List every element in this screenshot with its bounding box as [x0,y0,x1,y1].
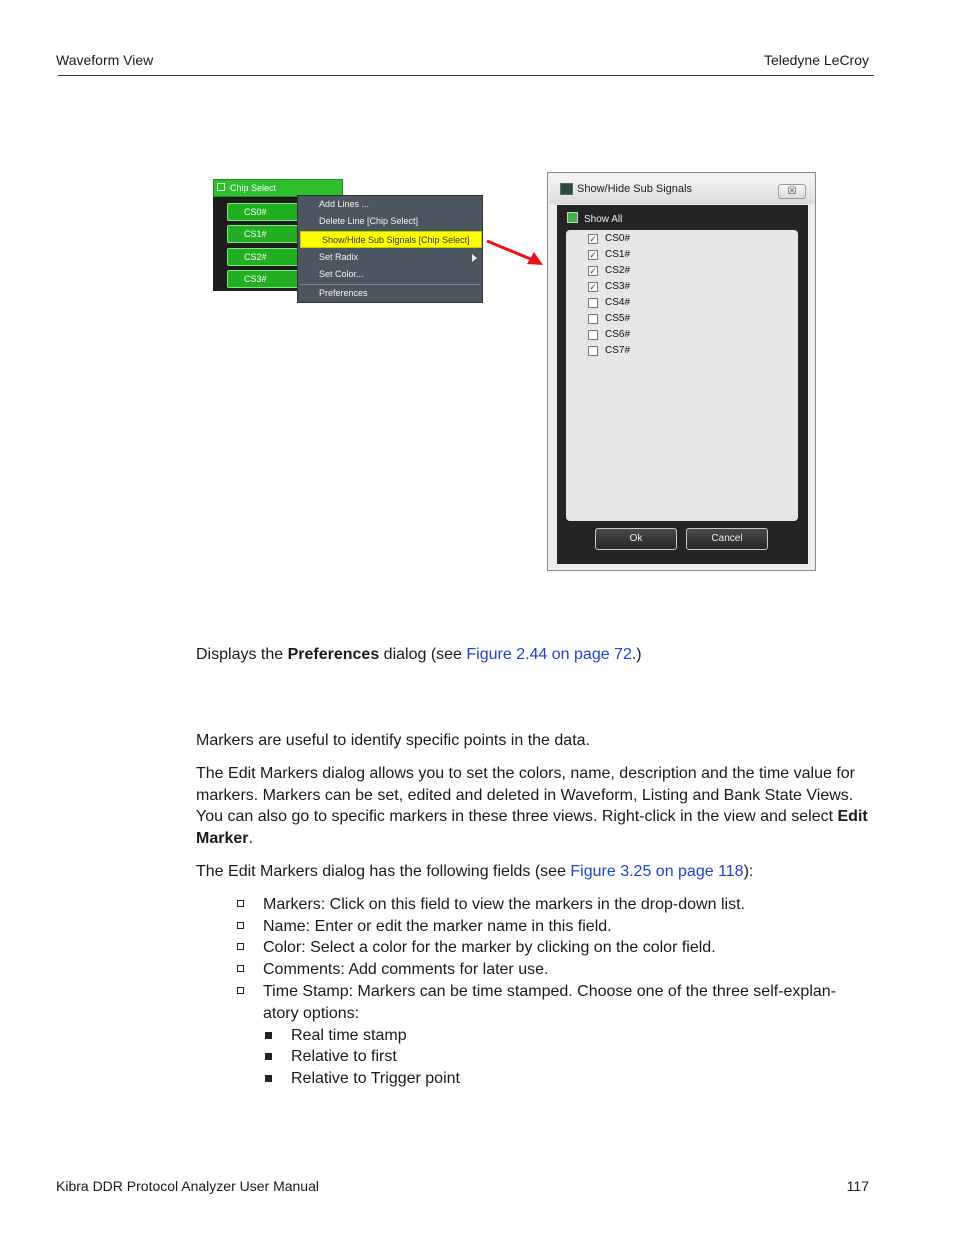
markers-intro-paragraph: Markers are useful to identify specific points in the data. [196,732,590,749]
preferences-paragraph [196,644,886,666]
signal-group-label: Chip Select [230,183,277,193]
bullet-text: Markers: Click on this field to view the markers in the drop-down list. [263,896,745,913]
item-label: CS5# [605,313,631,324]
sub-bullet-text: Relative to Trigger point [291,1070,460,1087]
bullet-box-icon [237,965,244,972]
show-all-label: Show All [584,214,623,225]
signal-label: CS2# [244,252,267,262]
checkbox-icon[interactable]: ✓ [589,282,597,292]
show-all-checkbox[interactable] [567,212,622,225]
bullet-box-icon [237,987,244,994]
item-label: CS1# [605,249,631,260]
close-icon[interactable]: ☒ [778,184,806,199]
text-run: Displays the [196,646,288,663]
bullet-box-icon [237,943,244,950]
text-run: .) [631,646,642,663]
bullet-text: Time Stamp: Markers can be time stamped. Choose one of the three self-explan- [263,983,837,1000]
dialog-title: Show/Hide Sub Signals [577,183,692,195]
bullet-square-icon [265,1032,272,1039]
text-run: The Edit Markers dialog allows you to set the colors, name, description and the time value for markers. Markers can be set, edited and deleted in Waveform, Listing and Bank State Views. You can also go to specific markers in these three views. Right-click in the view and select [196,765,855,826]
menu-item-preferences[interactable]: Preferences [319,288,368,298]
item-label: CS0# [605,233,631,244]
menu-item-delete-line[interactable]: Delete Line [Chip Select] [319,216,419,226]
checkbox-icon[interactable] [588,330,598,340]
page-number: 117 [846,1178,869,1194]
ok-button[interactable]: Ok [595,528,677,550]
bullet-square-icon [265,1053,272,1060]
sub-bullet-text: Relative to first [291,1048,397,1065]
checkbox-icon[interactable] [588,346,598,356]
show-hide-sub-signals-dialog [547,172,816,571]
bold-term: Preferences [287,646,380,663]
app-icon [560,183,573,195]
figure-link[interactable]: Figure 2.44 on page 72 [466,646,632,663]
red-arrow-icon [485,238,547,268]
sub-signal-list [566,230,798,521]
bullet-box-icon [237,922,244,929]
edit-markers-paragraph [196,763,872,849]
text-run: . [248,829,253,847]
footer-left: Kibra DDR Protocol Analyzer User Manual [56,1178,319,1194]
checkbox-icon[interactable] [588,314,598,324]
menu-item-set-color[interactable]: Set Color... [319,269,364,279]
show-all-check-icon[interactable] [567,212,578,223]
text-run: dialog (see [379,646,467,663]
menu-item-label: Set Radix [319,252,359,262]
text-run: The Edit Markers dialog has the following fields (see [196,863,571,880]
checkbox-icon[interactable]: ✓ [589,266,597,276]
header-rule [58,75,874,76]
sub-bullet-text: Real time stamp [291,1027,407,1044]
signal-label: CS3# [244,274,267,284]
bullet-box-icon [237,900,244,907]
checkbox-icon[interactable]: ✓ [589,234,597,244]
checkbox-icon[interactable]: ✓ [589,250,597,260]
item-label: CS2# [605,265,631,276]
item-label: CS3# [605,281,631,292]
bullet-text: Comments: Add comments for later use. [263,961,549,978]
item-label: CS6# [605,329,631,340]
context-menu [297,195,483,303]
bullet-text: Color: Select a color for the marker by clicking on the color field. [263,939,716,956]
bold-term: Edit Marker [196,808,868,847]
signal-label: CS1# [244,229,267,239]
menu-item-show-hide-sub-signals[interactable]: Show/Hide Sub Signals [Chip Select] [300,231,482,248]
figure-link[interactable]: Figure 3.25 on page 118 [570,863,744,880]
item-label: CS4# [605,297,631,308]
signal-label: CS0# [244,207,267,217]
checkbox-icon[interactable] [588,298,598,308]
menu-item-set-radix[interactable] [298,249,482,266]
bullet-text: Name: Enter or edit the marker name in this field. [263,918,612,935]
item-label: CS7# [605,345,631,356]
cancel-button[interactable]: Cancel [686,528,768,550]
fields-paragraph [196,861,886,883]
header-left: Waveform View [56,52,154,68]
dialog-body [557,205,808,564]
collapse-icon[interactable] [217,183,225,191]
bullet-text: atory options: [263,1005,360,1022]
text-run: ): [743,863,754,880]
bullet-square-icon [265,1075,272,1082]
header-right: Teledyne LeCroy [763,52,869,68]
menu-item-add-lines[interactable]: Add Lines ... [319,199,370,209]
submenu-arrow-icon [472,254,477,262]
dialog-title-bar [549,174,814,204]
